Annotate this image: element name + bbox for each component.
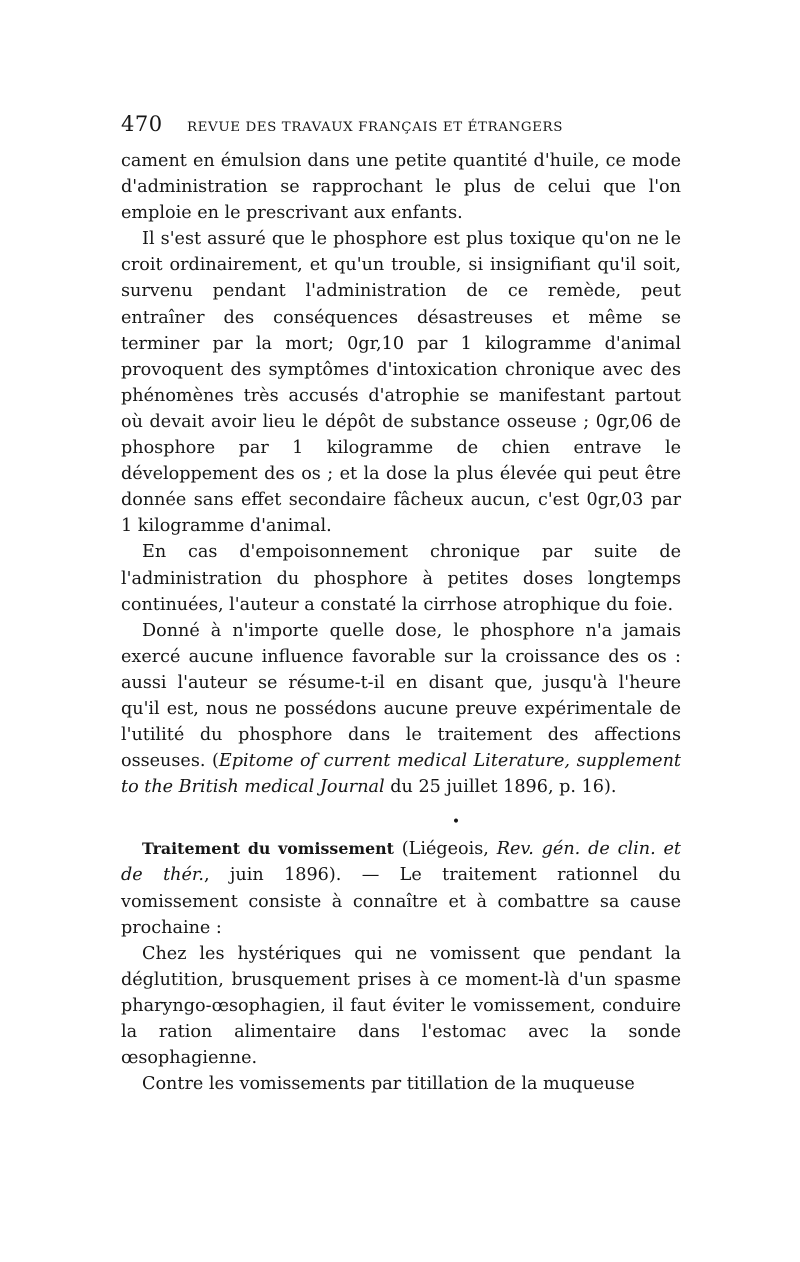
section-intro: , juin 1896). — Le traitement rationnel du vomissement consiste à connaître et à combattre sa cause prochaine :: [121, 865, 681, 938]
citation-journal: Epitome of current medical Literature, supplement to the British medical Journal: [121, 751, 681, 798]
section-traitement-vomissement: [121, 836, 681, 940]
section-journal: Rev. gén. de clin. et de thér.: [121, 839, 681, 886]
paragraph-phosphore-toxicity: Il s'est assuré que le phosphore est plus toxique qu'on ne le croit ordinairement, et qu'un trouble, si insignifiant qu'il soit, survenu pendant l'administration de ce remède, peut entraîner des conséquences désastreuses et même se terminer par la mort; 0gr,10 par 1 kilogramme d'animal provoquent des symptômes d'intoxication chronique avec des phénomènes très accusés d'atrophie se manifestant partout où devait avoir lieu le dépôt de substance osseuse ; 0gr,06 de phosphore par 1 kilogramme de chien entrave le développement des os ; et la dose la plus élevée qui peut être donnée sans effet secondaire fâcheux aucun, c'est 0gr,03 par 1 kilogramme d'animal.: [121, 229, 681, 537]
paragraph-hysteriques: Chez les hystériques qui ne vomissent que pendant la déglutition, brusquement prises à ce moment-là d'un spasme pharyngo-œsophagien, il faut éviter le vomissement, conduire la ration alimentaire dans l'estomac avec la sonde œsophagienne.: [121, 943, 681, 1069]
conclusion-text: Donné à n'importe quelle dose, le phosphore n'a jamais exercé aucune influence favorable sur la croissance des os : aussi l'auteur se résume-t-il en disant que, jusqu'à l'heure qu'il est, nous ne possédons aucune preuve expérimentale de l'utilité du phosphore dans le traitement des affections osseuses. (: [121, 620, 681, 772]
spacer: [121, 800, 681, 808]
page-number: 470: [121, 112, 163, 136]
section-separator: [121, 808, 681, 836]
page-header: [121, 112, 681, 144]
bullet-icon: •: [451, 814, 461, 831]
running-title: REVUE DES TRAVAUX FRANÇAIS ET ÉTRANGERS: [187, 120, 563, 135]
section-author: (Liégeois,: [393, 839, 497, 860]
book-page: [121, 112, 681, 1097]
paragraph-conclusion: [121, 618, 681, 801]
paragraph-cirrhose: En cas d'empoisonnement chronique par suite de l'administration du phosphore à petites doses longtemps continuées, l'auteur a constaté la cirrhose atrophique du foie.: [121, 542, 681, 615]
paragraph-continuation: cament en émulsion dans une petite quantité d'huile, ce mode d'administration se rapprochant le plus de celui que l'on emploie en le prescrivant aux enfants.: [121, 151, 681, 224]
paragraph-titillation: Contre les vomissements par titillation de la muqueuse: [142, 1074, 635, 1095]
citation-date: du 25 juillet 1896, p. 16).: [384, 777, 617, 798]
section-title: Traitement du vomissement: [142, 839, 394, 859]
